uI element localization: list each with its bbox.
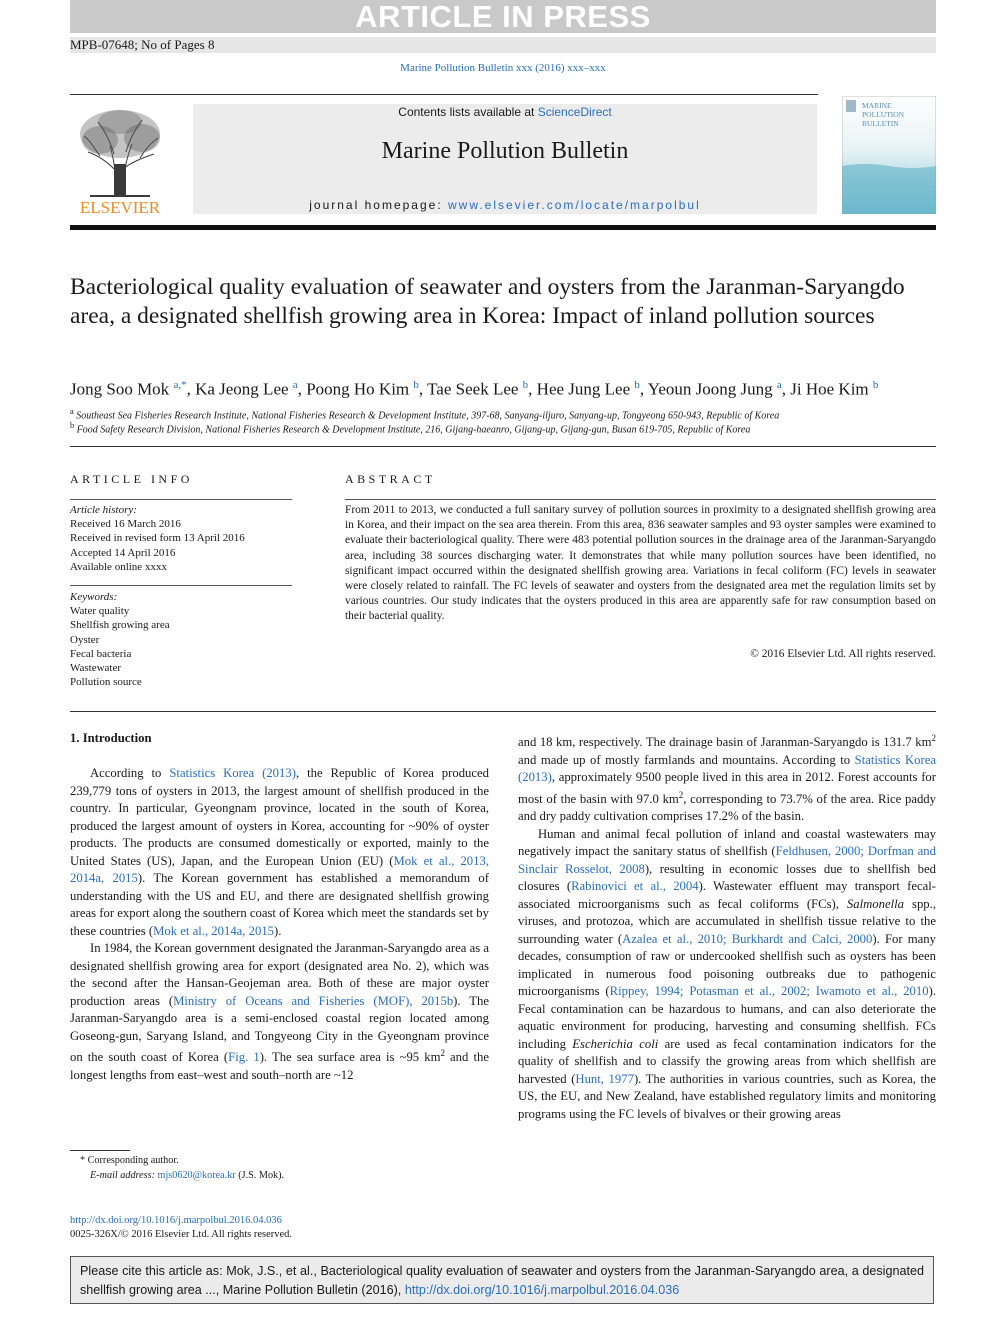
- email-line: [70, 1168, 489, 1183]
- footnote: [70, 1153, 489, 1183]
- cover-title: MARINE POLLUTION BULLETIN: [862, 101, 905, 128]
- affiliation-text: Food Safety Research Division, National Fisheries Research & Development Institute, 216, Gijang-haeanro, Gijang-up, Gijang-gun, Busan 619-705, Republic of Korea: [76, 424, 751, 436]
- author-affiliation-marker[interactable]: a: [292, 379, 298, 391]
- keyword: Fecal bacteria: [70, 647, 132, 660]
- affiliation: [70, 419, 940, 437]
- issn-line: 0025-326X/© 2016 Elsevier Ltd. All rights reserved.: [70, 1229, 293, 1240]
- citation-text: Please cite this article as: Mok, J.S., et al., Bacteriological quality evaluation of seawater and oysters from the Jaranman-Saryangdo area, a designated shellfish growing area ..., Marine Pollution Bulletin (2016),: [80, 1264, 924, 1297]
- homepage-link[interactable]: www.elsevier.com/locate/marpolbul: [448, 198, 701, 212]
- article-info-heading: ARTICLE INFO: [70, 472, 193, 486]
- author-name: Hee Jung Lee: [536, 379, 631, 399]
- sciencedirect-link[interactable]: ScienceDirect: [537, 105, 612, 119]
- section-heading-introduction: 1. Introduction: [70, 731, 152, 745]
- email-suffix: (J.S. Mok).: [235, 1170, 285, 1181]
- citation-link[interactable]: Statistics Korea (2013): [169, 766, 296, 780]
- elsevier-logo: [70, 104, 170, 216]
- superscript: 2: [931, 733, 936, 743]
- author-name: Jong Soo Mok: [70, 379, 170, 399]
- citation-link[interactable]: Ministry of Oceans and Fisheries (MOF), 2015b: [173, 993, 454, 1008]
- affiliation-rule: [70, 446, 936, 447]
- history-item: Available online xxxx: [70, 560, 167, 573]
- banner-text: ARTICLE IN PRESS: [355, 0, 651, 34]
- citation-box: [70, 1256, 934, 1304]
- abstract-copyright: © 2016 Elsevier Ltd. All rights reserved.: [750, 648, 936, 660]
- abstract-text: From 2011 to 2013, we conducted a full sanitary survey of pollution sources in proximity to a designated shellfish growing area in Korea, and their impact on the sea area therein. From this area, 836 seawater samples and 93 oyster samples were examined to evaluate their bacteriological quality. There were 483 potential pollution sources in the drainage area of the Jaranman-Saryangdo area, including 38 sources discharging water. It demonstrates that while many pollution sources have been identified, no significant impact occurred within the designated shellfish growing area. Variations in fecal coliform (FC) levels in seawater were closely related to rainfall. The FC levels of seawater and oysters from the designated area met the regulation limits set by various countries. Our study indicates that the oysters produced in this area are apparently safe for raw consumption based on their bacterial quality.: [345, 504, 936, 623]
- homepage-prefix: journal homepage:: [309, 198, 448, 212]
- citation-link[interactable]: Mok et al., 2014a, 2015: [153, 923, 275, 938]
- italic-term: Salmonella: [846, 896, 905, 911]
- affiliation-text: Southeast Sea Fisheries Research Institute, National Fisheries Research & Development Institute, 397-68, Sanyang-iljuro, Sanyang-up, Tongyeong 650-943, Republic of Korea: [76, 410, 780, 422]
- body-paragraph: and 18 km, respectively. The drainage basin of Jaranman-Saryangdo is 131.7 $km^2$ and made up of mostly farmlands and mountains. According to Statistics Korea (2013), approximately 9500 people lived in this area in 2012. Forest accounts for most of the basin with 97.0 $km^2$, corresponding to 73.7% of the area. Rice paddy and dry paddy cultivation comprises 17.2% of the basin.: [518, 733, 936, 824]
- article-in-press-banner: [70, 0, 936, 33]
- elsevier-tree-icon: [70, 104, 170, 216]
- journal-name: Marine Pollution Bulletin: [381, 138, 629, 164]
- article-history: [70, 503, 292, 574]
- history-item: Received in revised form 13 April 2016: [70, 532, 245, 545]
- superscript: 2: [678, 789, 684, 800]
- body-paragraph: In 1984, the Korean government designated the Jaranman-Saryangdo area as a designated shellfish growing area for export (designated area No. 2), which was the second after the Hansan-Geojeman area. Both of these are major oyster production areas (Ministry of Oceans and Fisheries (MOF), 2015b). The Jaranman-Saryangdo area is a semi-enclosed coastal region located among Goseong-gun, Saryang Island, and Tongyeong City in the Gyeongnam province on the south coast of Korea (Fig. 1). The sea surface area is ~95 $km^2$ and the longest lengths from east–west and south–north are ~12: [70, 941, 489, 1082]
- keywords-rule: [70, 585, 292, 586]
- header-thick-rule: [70, 225, 936, 230]
- citation-doi-link[interactable]: http://dx.doi.org/10.1016/j.marpolbul.2016.04.036: [404, 1283, 680, 1297]
- author-affiliation-marker[interactable]: b: [872, 379, 879, 391]
- keyword: Pollution source: [70, 676, 142, 689]
- journal-homepage-line: [193, 198, 817, 212]
- citation-link[interactable]: Feldhusen, 2000; Dorfman and Sinclair Rosselot, 2008: [518, 844, 936, 876]
- keyword: Shellfish growing area: [70, 619, 170, 632]
- author-affiliation-marker[interactable]: a,*: [173, 379, 187, 391]
- email-link[interactable]: mjs0620@korea.kr: [157, 1170, 236, 1181]
- journal-cover-thumbnail[interactable]: [842, 96, 936, 214]
- keyword: Wastewater: [70, 662, 122, 675]
- history-label: Article history:: [70, 504, 137, 516]
- publisher-name: ELSEVIER: [79, 198, 161, 216]
- author-name: Ji Hoe Kim: [790, 379, 869, 399]
- header-top-rule: [70, 94, 818, 95]
- history-item: Received 16 March 2016: [70, 518, 181, 531]
- doi-block: [70, 1214, 489, 1242]
- author-affiliation-marker[interactable]: b: [413, 379, 419, 391]
- citation-link[interactable]: Hunt, 1977: [575, 1071, 634, 1086]
- article-info-rule: [70, 499, 292, 500]
- author-affiliation-marker[interactable]: b: [522, 379, 529, 391]
- keyword: Oyster: [70, 633, 100, 646]
- abstract-rule: [345, 499, 936, 500]
- doi-link[interactable]: http://dx.doi.org/10.1016/j.marpolbul.2016.04.036: [70, 1215, 282, 1226]
- cover-image-icon: [842, 96, 936, 214]
- history-item: Accepted 14 April 2016: [70, 546, 176, 559]
- author-affiliation-marker[interactable]: a: [776, 379, 782, 391]
- keywords: [70, 590, 292, 689]
- manuscript-id: MPB-07648; No of Pages 8: [70, 37, 936, 53]
- author-name: Poong Ho Kim: [306, 379, 410, 399]
- citation-link[interactable]: Rippey, 1994; Potasman et al., 2002; Iwamoto et al., 2010: [609, 984, 929, 999]
- keywords-label: Keywords:: [70, 591, 118, 603]
- italic-term: Escherichia coli: [572, 1036, 659, 1051]
- citation-link[interactable]: Rabinovici et al., 2004: [571, 879, 699, 894]
- affiliation-marker: a: [70, 407, 74, 416]
- author-affiliation-marker[interactable]: b: [634, 379, 640, 391]
- superscript: 2: [440, 1048, 445, 1058]
- author-list: Jong Soo Mok $^{a,*}$, Ka Jeong Lee $^a$, Poong Ho Kim $^b$, Tae Seek Lee $^b$, Hee Jung Lee $^b$, Yeoun Joong Jung $^a$, Ji Hoe Kim $^b$: [70, 379, 879, 399]
- affiliation-marker: b: [70, 421, 75, 430]
- contents-line: [193, 105, 817, 119]
- keyword: Water quality: [70, 605, 130, 618]
- body-column-right: [518, 730, 936, 1123]
- body-paragraph: Human and animal fecal pollution of inland and coastal wastewaters may negatively impact the sanitary status of shellfish (Feldhusen, 2000; Dorfman and Sinclair Rosselot, 2008), resulting in economic losses due to shellfish bed closures (Rabinovici et al., 2004). Wastewater effluent may transport fecal-associated microorganisms such as fecal coliforms (FCs), Salmonella spp., viruses, and protozoa, which are accumulated in shellfish tissue relative to the surrounding water (Azalea et al., 2010; Burkhardt and Calci, 2000). For many decades, consumption of raw or undercooked shellfish such as oysters has been implicated in numerous food poisoning outbreaks due to pathogenic microorganisms (Rippey, 1994; Potasman et al., 2002; Iwamoto et al., 2010). Fecal contamination can be hazardous to humans, and can also deteriorate the aquatic environment for producing, harvesting and consuming shellfish. FCs including Escherichia coli are used as fecal contamination indicators for the quality of shellfish and to classify the growing areas from which shellfish are harvested (Hunt, 1977). The authorities in various countries, such as Korea, the US, the EU, and New Zealand, have established regulatory limits and monitoring programs using the FC levels of bivalves or their growing areas: [518, 826, 937, 1121]
- citation-link[interactable]: Mok et al., 2013, 2014a, 2015: [70, 853, 489, 885]
- footnote-rule: [70, 1150, 130, 1151]
- article-info-bottom-rule: [70, 711, 936, 712]
- email-label: E-mail address:: [90, 1170, 158, 1181]
- contents-prefix: Contents lists available at: [398, 105, 538, 119]
- journal-reference-link[interactable]: Marine Pollution Bulletin xxx (2016) xxx–xxx: [400, 62, 606, 74]
- citation-link[interactable]: Fig. 1: [228, 1050, 260, 1065]
- author-name: Ka Jeong Lee: [195, 379, 289, 399]
- author-name: Yeoun Joong Jung: [647, 379, 773, 399]
- citation-link[interactable]: Azalea et al., 2010; Burkhardt and Calci, 2000: [622, 931, 873, 946]
- abstract-heading: ABSTRACT: [345, 472, 436, 486]
- author-name: Tae Seek Lee: [427, 379, 519, 399]
- body-paragraph: According to Statistics Korea (2013), the Republic of Korea produced 239,779 tons of oysters in 2013, the largest amount of shellfish produced in the country. In particular, Gyeongnam province, located in the south of Korea, produced the largest amount of oysters in Korea, accounting for ~90% of oyster products. The products are consumed domestically or exported, mainly to the United States (US), Japan, and the European Union (EU) (Mok et al., 2013, 2014a, 2015). The Korean government has established a memorandum of understanding with the US and EU, and there are designated shellfish growing areas for export along the southern coast of Korea which meet the standards set by these countries (Mok et al., 2014a, 2015).: [70, 766, 490, 938]
- corresponding-author-note: * Corresponding author.: [80, 1155, 179, 1166]
- citation-link[interactable]: Statistics Korea (2013): [518, 752, 936, 785]
- article-title: Bacteriological quality evaluation of seawater and oysters from the Jaranman-Saryangdo area, a designated shellfish growing area in Korea: Impact of inland pollution sources: [70, 274, 905, 329]
- body-column-left: [70, 765, 489, 1084]
